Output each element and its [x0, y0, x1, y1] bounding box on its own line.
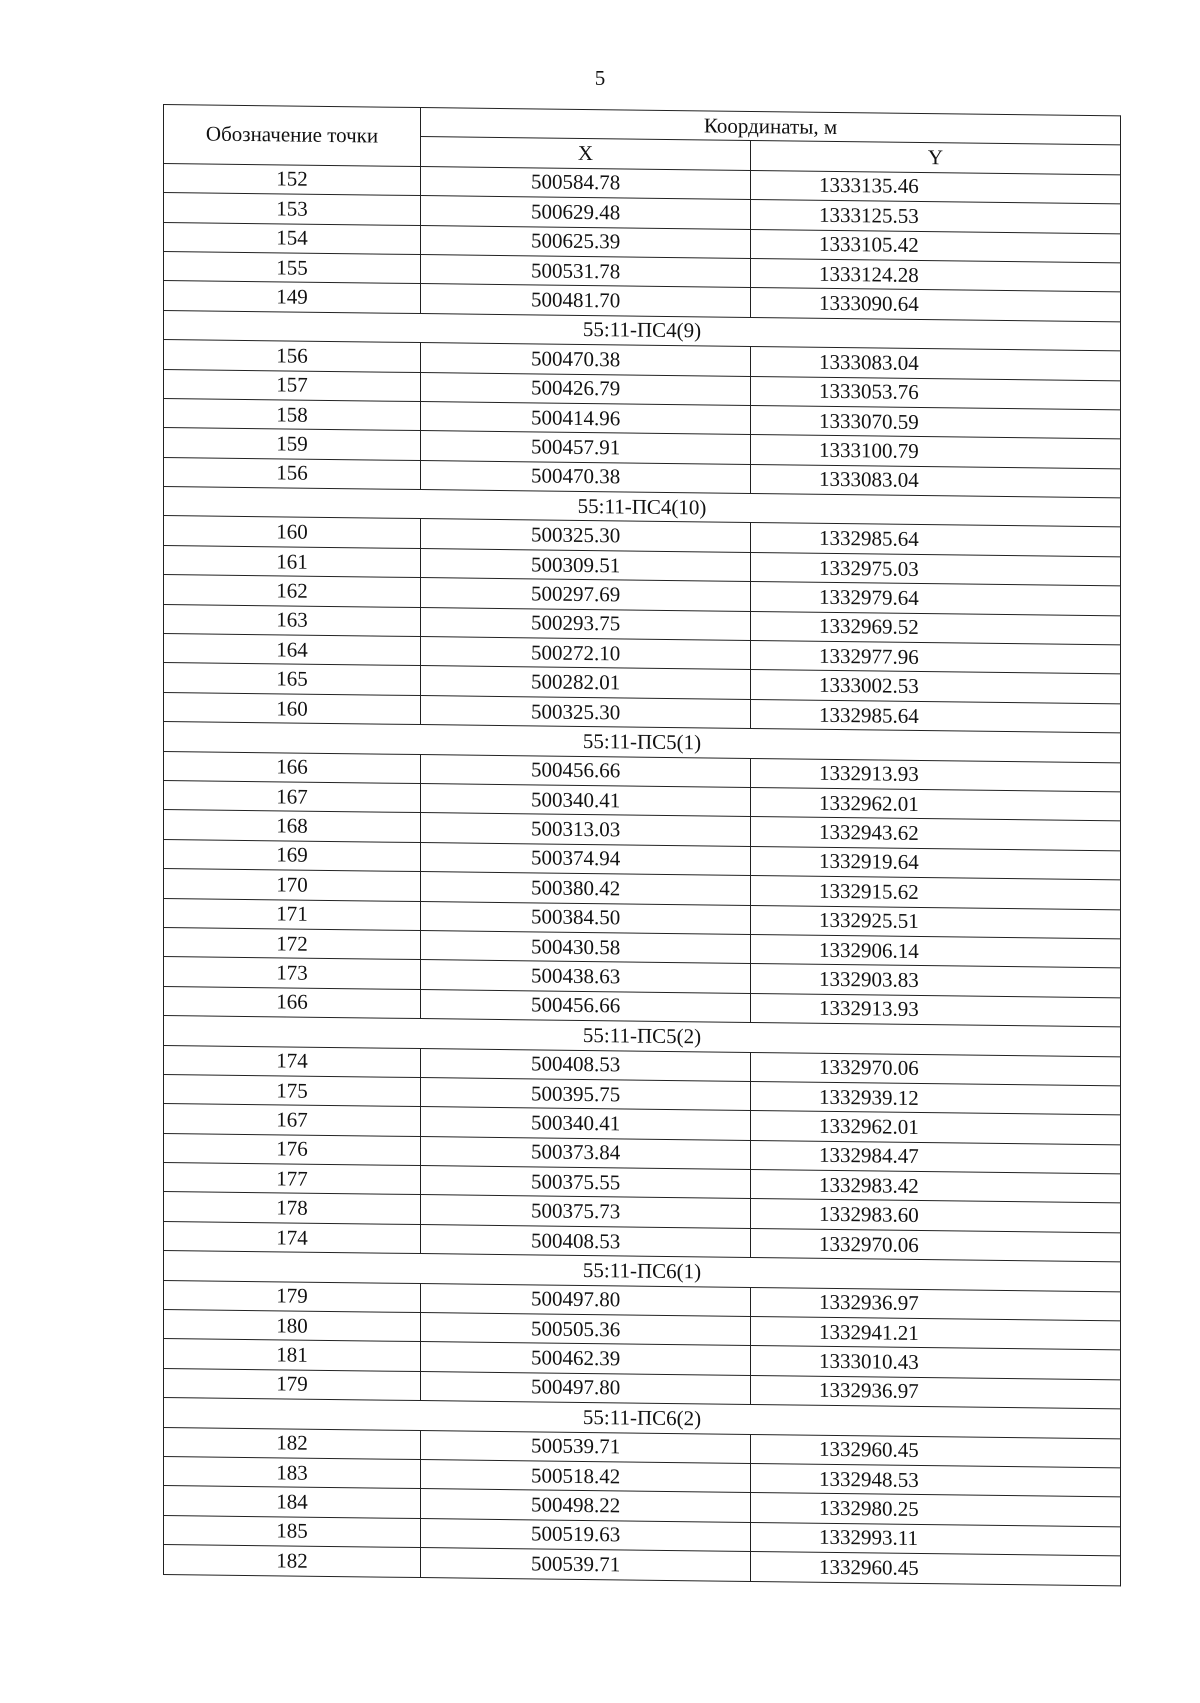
- point-cell: 184: [164, 1486, 421, 1518]
- y-cell: 1332975.03: [751, 552, 1121, 586]
- y-cell: 1332984.47: [751, 1140, 1121, 1174]
- y-cell: 1332903.83: [751, 964, 1121, 998]
- point-cell: 170: [164, 869, 421, 901]
- x-cell: 500293.75: [421, 607, 751, 640]
- y-cell: 1332980.25: [751, 1493, 1121, 1527]
- y-cell: 1332985.64: [751, 699, 1121, 733]
- table-body: [164, 163, 1121, 1585]
- y-cell: 1332960.45: [751, 1552, 1121, 1586]
- y-cell: 1333105.42: [751, 229, 1121, 263]
- point-cell: 174: [164, 1221, 421, 1253]
- point-cell: 177: [164, 1163, 421, 1195]
- y-cell: 1332960.45: [751, 1434, 1121, 1468]
- x-cell: 500518.42: [421, 1460, 751, 1493]
- y-cell: 1332970.06: [751, 1228, 1121, 1262]
- point-cell: 169: [164, 839, 421, 871]
- point-cell: 178: [164, 1192, 421, 1224]
- x-cell: 500539.71: [421, 1548, 751, 1581]
- point-cell: 179: [164, 1368, 421, 1400]
- x-cell: 500414.96: [421, 401, 751, 434]
- y-cell: 1332977.96: [751, 641, 1121, 675]
- x-cell: 500584.78: [421, 166, 751, 199]
- x-cell: 500374.94: [421, 842, 751, 875]
- y-cell: 1332941.21: [751, 1316, 1121, 1350]
- point-cell: 167: [164, 1104, 421, 1136]
- y-cell: 1333010.43: [751, 1346, 1121, 1380]
- y-cell: 1332919.64: [751, 846, 1121, 880]
- point-cell: 159: [164, 428, 421, 460]
- y-cell: 1333002.53: [751, 670, 1121, 704]
- y-cell: 1333125.53: [751, 200, 1121, 234]
- point-cell: 182: [164, 1427, 421, 1459]
- x-cell: 500408.53: [421, 1224, 751, 1257]
- x-cell: 500430.58: [421, 930, 751, 963]
- x-cell: 500340.41: [421, 784, 751, 817]
- y-cell: 1333090.64: [751, 288, 1121, 322]
- y-cell: 1332915.62: [751, 876, 1121, 910]
- y-cell: 1332939.12: [751, 1081, 1121, 1115]
- x-cell: 500325.30: [421, 519, 751, 552]
- point-cell: 149: [164, 281, 421, 313]
- x-cell: 500456.66: [421, 989, 751, 1022]
- point-cell: 183: [164, 1456, 421, 1488]
- x-cell: 500625.39: [421, 225, 751, 258]
- x-cell: 500481.70: [421, 284, 751, 317]
- point-cell: 175: [164, 1074, 421, 1106]
- y-cell: 1332943.62: [751, 817, 1121, 851]
- y-cell: 1333083.04: [751, 347, 1121, 381]
- y-cell: 1332970.06: [751, 1052, 1121, 1086]
- x-cell: 500297.69: [421, 578, 751, 611]
- point-cell: 156: [164, 340, 421, 372]
- x-cell: 500325.30: [421, 695, 751, 728]
- x-cell: 500408.53: [421, 1048, 751, 1081]
- y-cell: 1333053.76: [751, 376, 1121, 410]
- point-cell: 157: [164, 369, 421, 401]
- point-cell: 171: [164, 898, 421, 930]
- section-title: 55:11-ПС4(9): [164, 310, 1121, 351]
- x-cell: 500373.84: [421, 1136, 751, 1169]
- y-cell: 1332936.97: [751, 1287, 1121, 1321]
- x-cell: 500313.03: [421, 813, 751, 846]
- x-cell: 500282.01: [421, 666, 751, 699]
- y-cell: 1333070.59: [751, 405, 1121, 439]
- point-cell: 162: [164, 575, 421, 607]
- x-cell: 500462.39: [421, 1342, 751, 1375]
- point-cell: 165: [164, 663, 421, 695]
- point-cell: 153: [164, 193, 421, 225]
- point-cell: 160: [164, 516, 421, 548]
- point-cell: 158: [164, 398, 421, 430]
- point-cell: 152: [164, 163, 421, 195]
- coordinates-header: Координаты, м: [421, 108, 1121, 146]
- x-cell: 500384.50: [421, 901, 751, 934]
- y-cell: 1333135.46: [751, 170, 1121, 204]
- x-cell: 500497.80: [421, 1283, 751, 1316]
- section-title: 55:11-ПС4(10): [164, 487, 1121, 528]
- y-cell: 1332985.64: [751, 523, 1121, 557]
- x-cell: 500519.63: [421, 1518, 751, 1551]
- x-cell: 500539.71: [421, 1430, 751, 1463]
- x-cell: 500456.66: [421, 754, 751, 787]
- point-cell: 174: [164, 1045, 421, 1077]
- point-cell: 182: [164, 1545, 421, 1577]
- section-title: 55:11-ПС5(1): [164, 722, 1121, 763]
- x-cell: 500531.78: [421, 255, 751, 288]
- x-cell: 500426.79: [421, 372, 751, 405]
- section-title: 55:11-ПС6(1): [164, 1251, 1121, 1292]
- point-cell: 185: [164, 1515, 421, 1547]
- point-cell: 155: [164, 251, 421, 283]
- point-cell: 167: [164, 780, 421, 812]
- x-cell: 500272.10: [421, 637, 751, 670]
- point-cell: 163: [164, 604, 421, 636]
- point-cell: 154: [164, 222, 421, 254]
- y-cell: 1332936.97: [751, 1375, 1121, 1409]
- coordinates-table: [163, 104, 1121, 1586]
- x-cell: 500340.41: [421, 1107, 751, 1140]
- section-title: 55:11-ПС5(2): [164, 1016, 1121, 1057]
- point-cell: 173: [164, 957, 421, 989]
- y-cell: 1333083.04: [751, 464, 1121, 498]
- coordinates-table-wrapper: [163, 104, 1120, 1586]
- x-cell: 500470.38: [421, 343, 751, 376]
- y-cell: 1333124.28: [751, 258, 1121, 292]
- y-cell: 1332913.93: [751, 758, 1121, 792]
- point-cell: 166: [164, 751, 421, 783]
- y-cell: 1333100.79: [751, 435, 1121, 469]
- point-cell: 172: [164, 927, 421, 959]
- x-cell: 500375.73: [421, 1195, 751, 1228]
- y-cell: 1332906.14: [751, 934, 1121, 968]
- point-cell: 166: [164, 986, 421, 1018]
- y-cell: 1332962.01: [751, 1111, 1121, 1145]
- y-cell: 1332993.11: [751, 1522, 1121, 1556]
- y-cell: 1332983.42: [751, 1170, 1121, 1204]
- point-designation-header: Обозначение точки: [164, 105, 421, 167]
- x-cell: 500375.55: [421, 1166, 751, 1199]
- x-cell: 500505.36: [421, 1313, 751, 1346]
- point-cell: 181: [164, 1339, 421, 1371]
- x-cell: 500629.48: [421, 196, 751, 229]
- y-cell: 1332948.53: [751, 1463, 1121, 1497]
- point-cell: 168: [164, 810, 421, 842]
- x-cell: 500380.42: [421, 872, 751, 905]
- x-cell: 500470.38: [421, 460, 751, 493]
- y-cell: 1332913.93: [751, 993, 1121, 1027]
- point-cell: 164: [164, 634, 421, 666]
- x-cell: 500497.80: [421, 1371, 751, 1404]
- x-cell: 500395.75: [421, 1077, 751, 1110]
- section-title: 55:11-ПС6(2): [164, 1398, 1121, 1439]
- y-cell: 1332969.52: [751, 611, 1121, 645]
- point-cell: 160: [164, 692, 421, 724]
- point-cell: 161: [164, 545, 421, 577]
- point-cell: 176: [164, 1133, 421, 1165]
- point-cell: 156: [164, 457, 421, 489]
- x-column-header: X: [421, 137, 751, 170]
- x-cell: 500457.91: [421, 431, 751, 464]
- point-cell: 180: [164, 1310, 421, 1342]
- point-cell: 179: [164, 1280, 421, 1312]
- page-number: 5: [594, 66, 606, 90]
- x-cell: 500309.51: [421, 548, 751, 581]
- y-cell: 1332983.60: [751, 1199, 1121, 1233]
- x-cell: 500438.63: [421, 960, 751, 993]
- y-cell: 1332962.01: [751, 787, 1121, 821]
- y-column-header: Y: [751, 141, 1121, 175]
- y-cell: 1332925.51: [751, 905, 1121, 939]
- y-cell: 1332979.64: [751, 582, 1121, 616]
- x-cell: 500498.22: [421, 1489, 751, 1522]
